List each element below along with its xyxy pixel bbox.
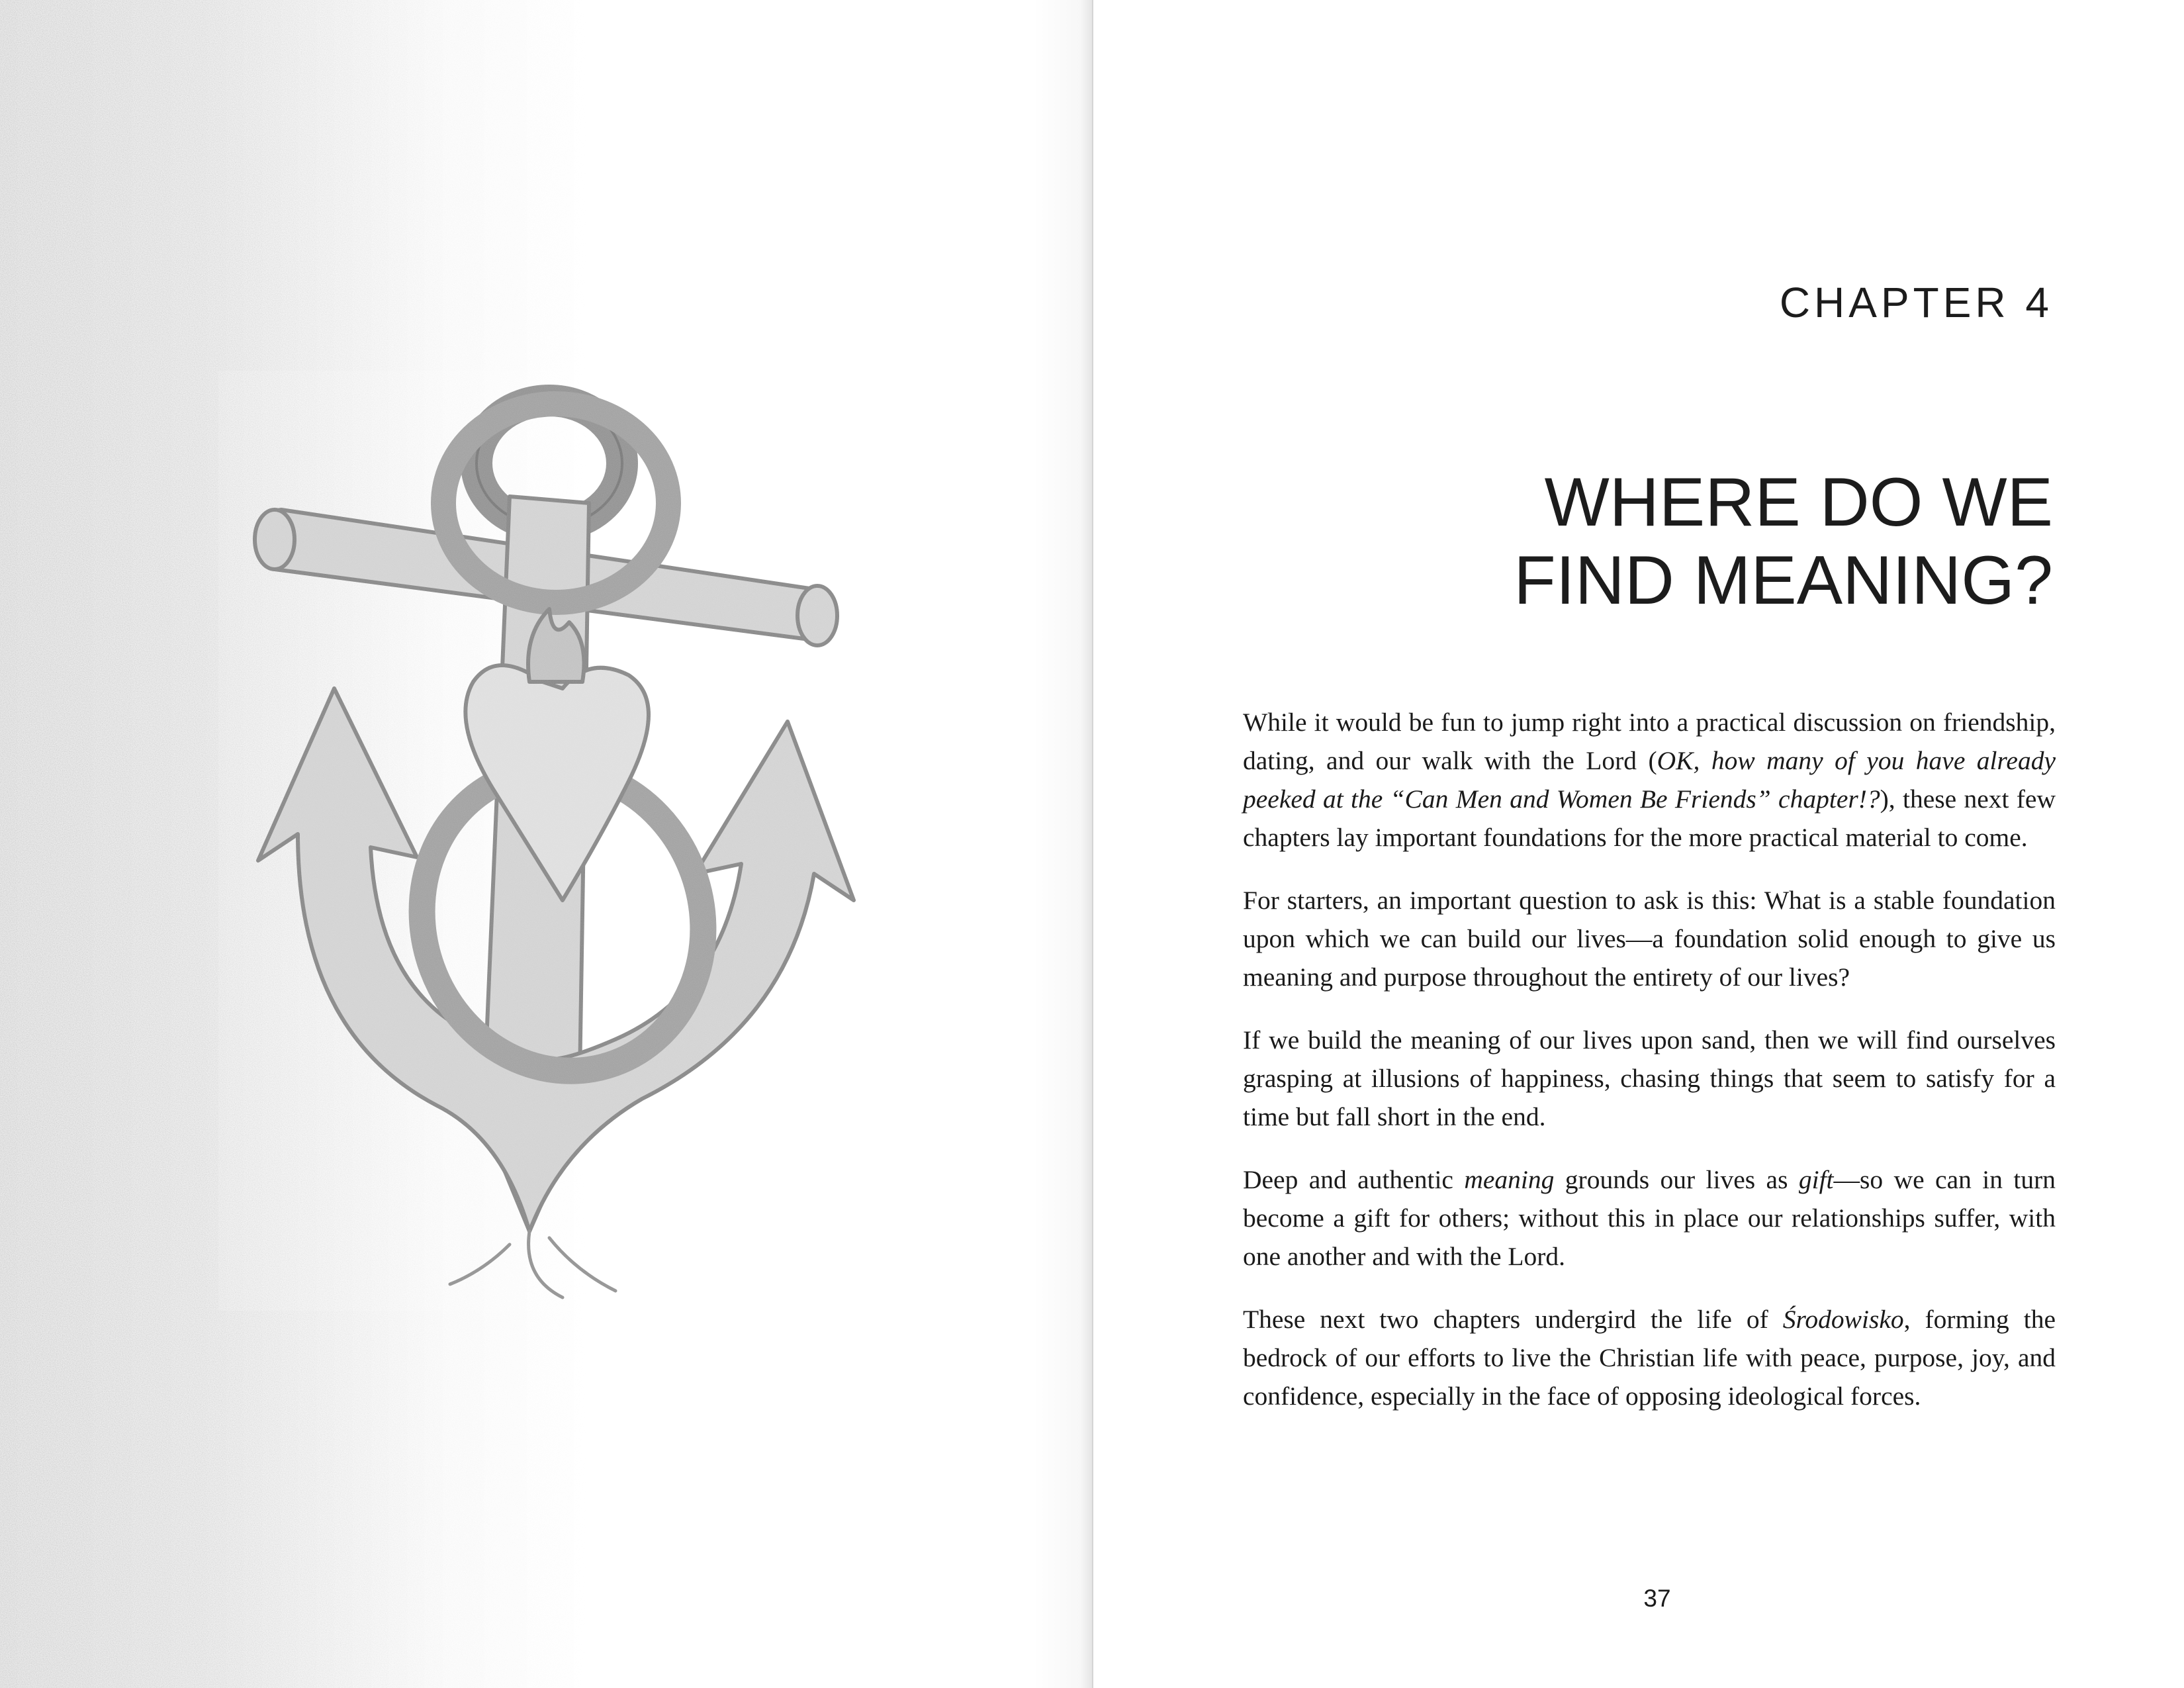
paragraph-2: For starters, an important question to ask is this: What is a stable foundation upon which we can build our lives—a foundation solid enough to give us meaning and purpose throughout the entirety of our lives? [1243,886,2056,992]
paragraph-1-italic: OK, how many of you have already peeked at the “Can Men and Women Be Friends” chapter!? [1243,746,2056,814]
paragraph-5-italic: Środowisko [1782,1305,1904,1334]
paragraph-3: If we build the meaning of our lives upon sand, then we will find ourselves grasping at illusions of happiness, chasing things that seem to satisfy for a time but fall short in the end. [1243,1025,2056,1131]
paragraph-1-text: While it would be fun to jump right into a practical discussion on friendship, dating, and our walk with the Lord ( [1243,708,2056,775]
paragraph-1 [1243,703,2056,857]
page-number: 37 [1643,1585,1671,1612]
chapter-title-line-1: WHERE DO WE [1544,463,2053,541]
anchor-illustration [218,371,933,1311]
paragraph-4-italic-a: meaning [1464,1165,1555,1194]
chapter-title [1325,463,2053,620]
paragraph-4 [1243,1160,2056,1276]
paragraph-5 [1243,1300,2056,1415]
paragraph-1-end: ), these next few chapters lay important foundations for the more practical material to come. [1243,784,2056,852]
paragraph-4-italic-b: gift [1798,1165,1834,1194]
paragraph-4-text-b: grounds our lives as [1554,1165,1799,1194]
paragraph-5-text-b: , forming the bedrock of our efforts to live the Christian life with peace, purpose, joy, and confidence, especially in the face of opposing ideological forces. [1243,1305,2056,1411]
paragraph-5-text-a: These next two chapters undergird the life of [1243,1305,1783,1334]
chapter-title-line-2: FIND MEANING? [1514,541,2053,619]
body-text [1243,703,2056,1440]
paragraph-4-text-c: —so we can in turn become a gift for others; without this in place our relationships suffer, with one another and with the Lord. [1243,1165,2056,1271]
right-page [1093,0,2184,1688]
chapter-label: CHAPTER 4 [1779,279,2053,326]
paragraph-4-text-a: Deep and authentic [1243,1165,1465,1194]
